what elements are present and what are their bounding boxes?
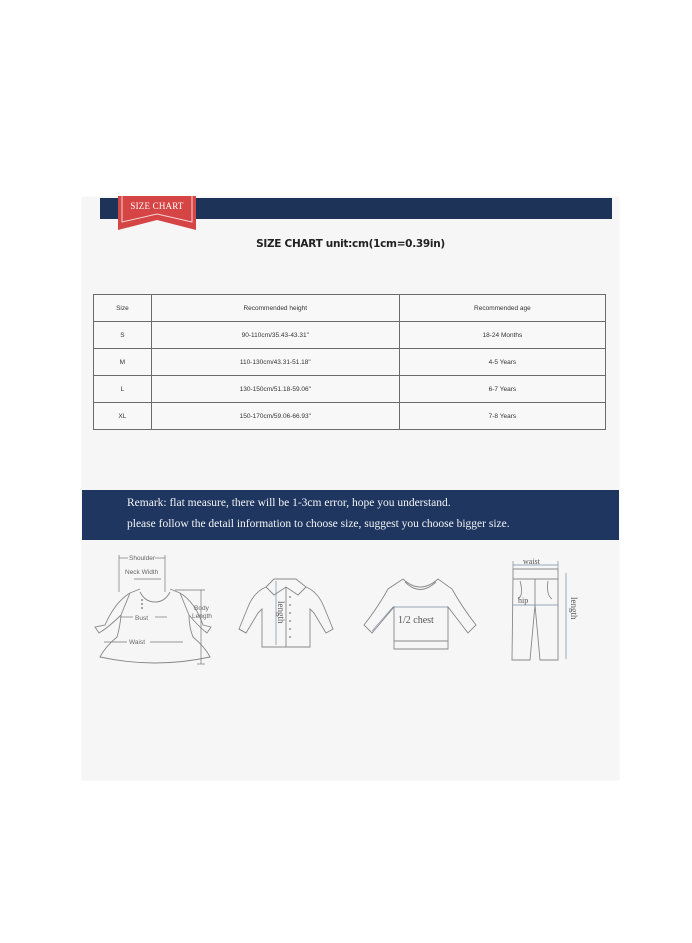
size-table bbox=[93, 294, 606, 430]
table-row bbox=[94, 322, 606, 349]
shirt-icon bbox=[234, 567, 354, 657]
dress-icon bbox=[85, 547, 235, 672]
dress-measure-diagram bbox=[85, 547, 235, 672]
cell-age: 6-7 Years bbox=[399, 376, 605, 403]
bust-label: Bust bbox=[135, 615, 149, 622]
chart-title: SIZE CHART unit:cm(1cm=0.39in) bbox=[256, 238, 445, 250]
cell-height: 90-110cm/35.43-43.31" bbox=[151, 322, 399, 349]
ribbon-label: SIZE CHART bbox=[130, 201, 184, 211]
cell-height: 130-150cm/51.18-59.06" bbox=[151, 376, 399, 403]
cell-size: L bbox=[94, 376, 152, 403]
column-header-age: Recommended age bbox=[399, 295, 605, 322]
remark-line-2: please follow the detail information to choose size, suggest you choose bigger size. bbox=[127, 518, 510, 530]
sweater-measure-diagram bbox=[358, 567, 483, 657]
cell-age: 4-5 Years bbox=[399, 349, 605, 376]
waist-label: waist bbox=[523, 557, 540, 566]
table-row bbox=[94, 349, 606, 376]
cell-size: M bbox=[94, 349, 152, 376]
cell-size: S bbox=[94, 322, 152, 349]
remark-banner bbox=[82, 490, 619, 540]
size-chart-panel bbox=[82, 197, 619, 780]
pants-measure-diagram bbox=[480, 555, 610, 665]
length-label: length bbox=[276, 601, 286, 624]
cell-height: 150-170cm/59.06-66.93" bbox=[151, 403, 399, 430]
table-header-row bbox=[94, 295, 606, 322]
cell-height: 110-130cm/43.31-51.18" bbox=[151, 349, 399, 376]
length-label: Length bbox=[192, 613, 212, 620]
half-chest-label: 1/2 chest bbox=[398, 615, 434, 626]
length-label: length bbox=[569, 597, 579, 620]
neck-width-label: Neck Width bbox=[125, 569, 159, 576]
sweater-icon bbox=[358, 567, 483, 657]
table-row bbox=[94, 403, 606, 430]
body-label: Body bbox=[194, 605, 209, 612]
cell-age: 7-8 Years bbox=[399, 403, 605, 430]
remark-line-1: Remark: flat measure, there will be 1-3cm error, hope you understand. bbox=[127, 497, 451, 509]
column-header-height: Recommended height bbox=[151, 295, 399, 322]
shirt-measure-diagram bbox=[234, 567, 354, 657]
cell-age: 18-24 Months bbox=[399, 322, 605, 349]
table-row bbox=[94, 376, 606, 403]
cell-size: XL bbox=[94, 403, 152, 430]
waist-label: Waist bbox=[129, 639, 146, 646]
hip-label: hip bbox=[518, 596, 529, 605]
column-header-size: Size bbox=[94, 295, 152, 322]
shoulder-label: Shoulder bbox=[129, 555, 156, 562]
pants-icon bbox=[480, 555, 610, 665]
